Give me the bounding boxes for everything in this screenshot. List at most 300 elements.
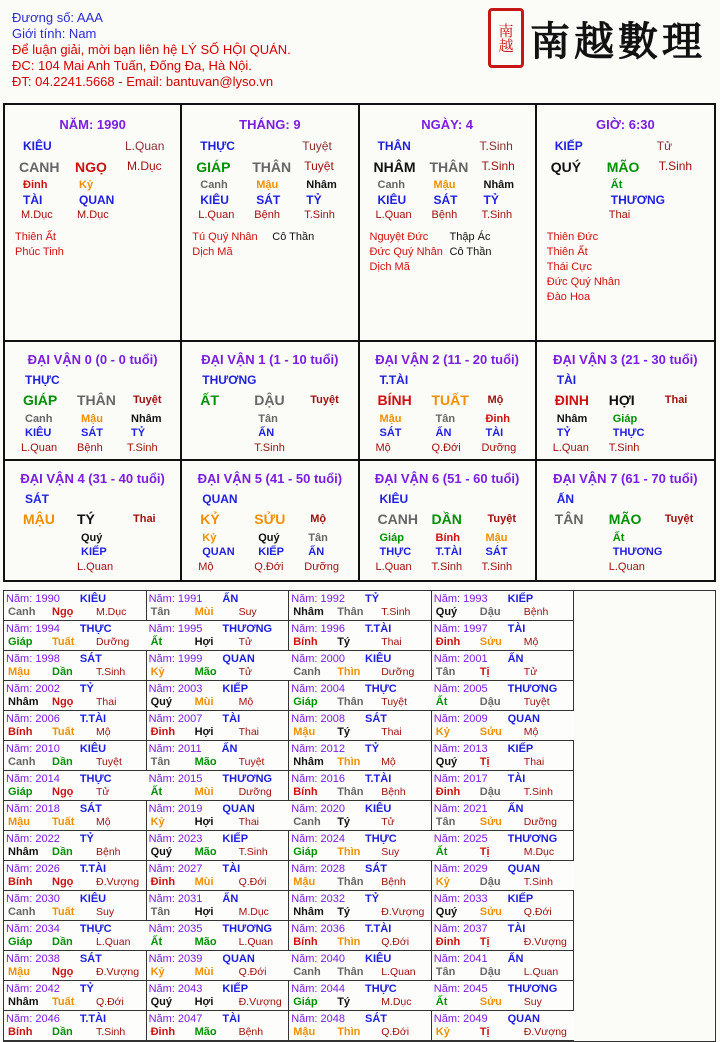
year-stage: Thai <box>381 636 402 648</box>
year-line <box>434 653 524 666</box>
year-stage: Q.Đới <box>96 996 124 1008</box>
year-star: T.TÀI <box>365 623 392 635</box>
shen-sha: Thiên Ất <box>15 231 56 243</box>
year-label: Năm: 1992 <box>291 593 345 605</box>
year-cell <box>147 891 290 921</box>
dai-van-title: ĐẠI VẬN 0 (0 - 0 tuổi) <box>27 352 158 367</box>
year-star: TỶ <box>365 743 380 755</box>
year-chi: Sửu <box>479 816 502 828</box>
dai-van-cell <box>182 461 359 580</box>
year-can: Canh <box>8 756 36 768</box>
dai-van-hidden-star: THỰC <box>379 546 412 558</box>
year-pillar-line <box>8 936 146 949</box>
year-label: Năm: 1999 <box>148 653 203 665</box>
dai-van-chi: MÃO <box>608 511 642 527</box>
year-chi: Tý <box>337 996 351 1008</box>
year-line <box>149 893 239 906</box>
year-stage: Thai <box>96 696 117 708</box>
year-label: Năm: 2033 <box>433 893 488 905</box>
pillar-chi: THÂN <box>252 159 292 175</box>
year-chi: Ngọ <box>52 786 74 798</box>
dai-van-hidden-can: Tân <box>258 413 278 425</box>
year-chi: Thân <box>337 606 364 618</box>
year-stage: Tử <box>238 666 253 678</box>
year-cell <box>289 891 432 921</box>
year-pillar-line <box>8 1026 146 1039</box>
shen-sha: Dịch Mã <box>369 261 410 273</box>
year-line <box>434 1013 540 1026</box>
year-chi: Sửu <box>479 726 502 738</box>
year-cell <box>147 591 290 621</box>
year-star: KIẾP <box>507 593 534 605</box>
dai-van-chi: SỬU <box>254 511 286 527</box>
year-label: Năm: 2011 <box>148 743 202 755</box>
dai-van-hidden-stage: T.Sinh <box>254 442 285 454</box>
year-cell <box>4 981 147 1011</box>
year-label: Năm: 2045 <box>433 983 488 995</box>
dai-van-hidden-can: Tân <box>435 413 456 425</box>
year-star: ẤN <box>507 653 524 665</box>
year-pillar-line <box>8 756 146 769</box>
year-label: Năm: 2014 <box>6 773 60 785</box>
year-line <box>149 623 272 636</box>
year-label: Năm: 1991 <box>148 593 203 605</box>
pillar-cell <box>182 105 359 342</box>
year-chi: Tý <box>337 636 351 648</box>
year-line <box>434 623 526 636</box>
year-label: Năm: 2000 <box>291 653 345 665</box>
year-pillar-line <box>436 906 574 919</box>
year-can: Giáp <box>293 996 318 1008</box>
year-can: Kỷ <box>435 876 450 888</box>
year-pillar-line <box>436 966 574 979</box>
year-cell <box>147 711 290 741</box>
year-cell <box>289 741 432 771</box>
shen-sha-bad: Cô Thần <box>449 246 492 258</box>
dai-van-hidden-can: Đinh <box>485 413 510 425</box>
year-star: SÁT <box>79 803 102 815</box>
year-chi: Ngọ <box>52 966 74 978</box>
shen-sha-bad: Cô Thần <box>272 231 315 243</box>
year-label: Năm: 2039 <box>148 953 203 965</box>
shen-sha: Phúc Tinh <box>15 246 64 258</box>
hidden-stage: T.Sinh <box>481 209 513 221</box>
year-line <box>149 743 238 756</box>
pillar-can: QUÝ <box>550 159 582 175</box>
year-chi: Mùi <box>194 606 214 618</box>
year-star: TÀI <box>507 623 526 635</box>
year-label: Năm: 2038 <box>6 953 60 965</box>
year-line <box>149 983 249 996</box>
hidden-stage: T.Sinh <box>304 209 335 221</box>
year-cell <box>432 801 575 831</box>
dai-van-star: ẤN <box>556 492 575 506</box>
year-line <box>434 863 540 876</box>
year-chi: Tuất <box>52 906 75 918</box>
year-label: Năm: 2028 <box>291 863 345 875</box>
dai-van-hidden-can: Quý <box>81 532 103 544</box>
year-stage: T.Sinh <box>523 786 553 798</box>
year-cell <box>147 1011 290 1041</box>
year-line <box>434 713 540 726</box>
year-label: Năm: 2007 <box>148 713 203 725</box>
dai-van-can: GIÁP <box>23 392 58 408</box>
dai-van-hidden-star: ẤN <box>258 427 275 439</box>
pillar-stage: T.Sinh <box>481 159 515 173</box>
year-chi: Mão <box>194 936 217 948</box>
year-label: Năm: 1998 <box>6 653 60 665</box>
year-chi: Hợi <box>194 636 214 648</box>
year-chi: Tuất <box>52 726 75 738</box>
year-cell <box>4 951 147 981</box>
year-pillar-line <box>293 816 431 829</box>
year-line <box>6 803 102 816</box>
year-pillar-line <box>293 786 431 799</box>
year-cell <box>4 921 147 951</box>
year-pillar-line <box>151 936 289 949</box>
dai-van-hidden-stage: Mộ <box>198 561 214 573</box>
year-chi: Mùi <box>194 876 214 888</box>
year-chi: Tị <box>479 666 490 678</box>
year-stage: Dưỡng <box>523 816 557 828</box>
year-pillar-line <box>436 1026 574 1039</box>
year-label: Năm: 2046 <box>6 1013 60 1025</box>
year-can: Mậu <box>293 876 316 888</box>
year-cell <box>147 621 290 651</box>
year-cell <box>4 1011 147 1041</box>
year-can: Đinh <box>150 726 176 738</box>
year-chi: Ngọ <box>52 606 74 618</box>
year-cell <box>4 831 147 861</box>
year-star: KIẾP <box>507 893 534 905</box>
year-label: Năm: 2044 <box>291 983 345 995</box>
year-cell <box>432 981 575 1011</box>
year-cell <box>432 741 575 771</box>
year-stage: Bệnh <box>96 846 121 858</box>
year-cell <box>432 591 575 621</box>
year-stage: T.Sinh <box>381 606 411 618</box>
pillar-title: GIỜ: 6:30 <box>595 117 655 132</box>
year-chi: Tý <box>337 906 351 918</box>
dai-van-cell <box>5 342 182 461</box>
dai-van-title: ĐẠI VẬN 4 (31 - 40 tuổi) <box>20 471 165 486</box>
year-star: QUAN <box>222 803 255 815</box>
year-label: Năm: 2022 <box>6 833 60 845</box>
hidden-can: Mậu <box>256 179 279 191</box>
year-star: SÁT <box>79 953 102 965</box>
year-line <box>291 983 397 996</box>
year-can: Canh <box>293 816 321 828</box>
year-star: THƯƠNG <box>507 683 558 695</box>
year-pillar-line <box>151 1026 289 1039</box>
year-label: Năm: 2018 <box>6 803 60 815</box>
dai-van-hidden-star: TỶ <box>556 427 571 439</box>
year-label: Năm: 2030 <box>6 893 60 905</box>
dai-van-hidden-can: Mậu <box>81 413 103 425</box>
year-label: Năm: 2032 <box>291 893 345 905</box>
dai-van-hidden-stage: L.Quan <box>608 561 645 573</box>
year-line <box>291 833 397 846</box>
year-label: Năm: 2020 <box>291 803 345 815</box>
year-line <box>6 923 112 936</box>
pillar-star: THÂN <box>377 139 411 153</box>
year-line <box>434 683 557 696</box>
year-can: Nhâm <box>293 606 324 618</box>
dai-van-hidden-stage: L.Quan <box>77 561 114 573</box>
year-line <box>149 653 255 666</box>
year-stage: Bệnh <box>238 1026 264 1038</box>
dai-van-chi: TUẤT <box>431 392 469 408</box>
year-cell <box>147 831 290 861</box>
hidden-stage: M.Dục <box>77 209 109 221</box>
year-pillar-line <box>293 756 431 769</box>
year-cell <box>289 981 432 1011</box>
year-can: Canh <box>293 666 321 678</box>
year-can: Tân <box>150 906 171 918</box>
year-star: ẤN <box>507 803 524 815</box>
year-chi: Tị <box>479 936 490 948</box>
year-stage: T.Sinh <box>96 666 126 678</box>
dai-van-hidden-star: QUAN <box>202 546 235 558</box>
year-stage: Suy <box>523 996 542 1008</box>
year-star: TỶ <box>79 833 94 845</box>
year-pillar-line <box>8 696 146 709</box>
year-pillar-line <box>8 996 146 1009</box>
shen-sha: Nguyệt Đức <box>369 231 429 243</box>
year-chi: Dậu <box>479 696 501 708</box>
year-label: Năm: 2017 <box>433 773 488 785</box>
year-pillar-line <box>293 996 431 1009</box>
year-cell <box>289 591 432 621</box>
year-pillar-line <box>151 606 289 619</box>
year-star: SÁT <box>365 1013 387 1025</box>
year-line <box>6 983 94 996</box>
year-can: Mậu <box>293 1026 316 1038</box>
year-chi: Tuất <box>52 996 75 1008</box>
year-chi: Dậu <box>479 876 501 888</box>
pillar-chi: MÃO <box>606 159 640 175</box>
year-pillar-line <box>293 696 431 709</box>
year-star: KIẾP <box>222 833 249 845</box>
year-star: TÀI <box>507 773 526 785</box>
year-can: Ất <box>435 996 448 1008</box>
year-can: Nhâm <box>293 756 324 768</box>
pillar-stage: M.Dục <box>127 159 162 173</box>
year-cell <box>4 771 147 801</box>
dai-van-stage: Thai <box>133 513 156 525</box>
dai-van-hidden-stage: L.Quan <box>552 442 589 454</box>
year-star: T.TÀI <box>79 863 107 875</box>
dai-van-hidden-star: T.TÀI <box>435 546 462 558</box>
year-label: Năm: 2025 <box>433 833 488 845</box>
year-stage: Suy <box>238 606 257 618</box>
shen-sha-bad: Thập Ác <box>449 231 491 243</box>
shen-sha: Đức Quý Nhân <box>546 276 621 288</box>
year-stage: Thai <box>523 756 545 768</box>
year-label: Năm: 1994 <box>6 623 60 635</box>
year-can: Quý <box>150 996 172 1008</box>
year-can: Ất <box>150 786 163 798</box>
hidden-star: KIÊU <box>377 193 407 207</box>
year-star: T.TÀI <box>365 773 392 785</box>
year-pillar-line <box>8 966 146 979</box>
year-can: Mậu <box>8 816 30 828</box>
pillar-title: NGÀY: 4 <box>421 117 473 132</box>
year-star: TỶ <box>79 683 94 695</box>
year-pillar-line <box>293 846 431 859</box>
year-pillar-line <box>151 816 289 829</box>
year-chi: Tý <box>337 726 351 738</box>
year-label: Năm: 2034 <box>6 923 60 935</box>
year-can: Kỷ <box>435 726 450 738</box>
year-stage: Đ.Vượng <box>238 996 282 1008</box>
year-star: T.TÀI <box>79 1013 107 1025</box>
year-star: THƯƠNG <box>222 923 273 935</box>
year-label: Năm: 2047 <box>148 1013 203 1025</box>
year-line <box>291 803 391 816</box>
pillar-star-right: Tử <box>656 139 673 153</box>
year-pillar-line <box>151 696 289 709</box>
year-star: TÀI <box>222 863 241 875</box>
year-can: Bính <box>293 636 318 648</box>
year-pillar-line <box>293 906 431 919</box>
dai-van-stage: Mộ <box>487 394 504 406</box>
year-label: Năm: 2002 <box>6 683 60 695</box>
contact-line: Để luận giải, mời bạn liên hệ LÝ SỐ HỘI QUÁN. <box>12 42 291 57</box>
year-line <box>6 683 94 696</box>
year-cell <box>147 771 290 801</box>
year-star: KIÊU <box>79 893 107 905</box>
year-pillar-line <box>293 606 431 619</box>
year-pillar-line <box>8 636 146 649</box>
year-label: Năm: 2019 <box>148 803 203 815</box>
dai-van-hidden-stage: T.Sinh <box>481 561 513 573</box>
year-line <box>6 623 112 636</box>
dai-van-hidden-star: TỶ <box>131 427 146 439</box>
year-star: THƯƠNG <box>222 773 273 785</box>
year-label: Năm: 2049 <box>433 1013 488 1025</box>
year-can: Tân <box>435 666 456 678</box>
shen-sha: Thái Cực <box>546 261 593 273</box>
year-line <box>291 863 387 876</box>
hidden-stage: M.Dục <box>21 209 53 221</box>
dai-van-cell <box>537 342 714 461</box>
year-can: Quý <box>435 906 458 918</box>
year-line <box>6 653 102 666</box>
hidden-star: SÁT <box>256 193 281 207</box>
pillar-chi: THÂN <box>429 159 469 175</box>
year-stage: Thai <box>238 726 260 738</box>
year-star: TỶ <box>365 893 380 905</box>
year-can: Đinh <box>435 636 461 648</box>
year-star: TÀI <box>222 1013 241 1025</box>
year-cell <box>289 1011 432 1041</box>
year-can: Mậu <box>8 966 30 978</box>
year-cell <box>289 831 432 861</box>
year-line <box>291 743 379 756</box>
year-chi: Mão <box>194 756 217 768</box>
year-star: QUAN <box>507 1013 540 1025</box>
year-label: Năm: 2008 <box>291 713 345 725</box>
dai-van-hidden-can: Nhâm <box>131 413 162 425</box>
dai-van-star: TÀI <box>556 373 577 387</box>
address-line: ĐC: 104 Mai Anh Tuấn, Đống Đa, Hà Nội. <box>12 58 252 73</box>
pillar-can: NHÂM <box>373 159 416 175</box>
year-line <box>6 1013 106 1026</box>
year-line <box>291 773 391 786</box>
dai-van-hidden-can: Tân <box>308 532 328 544</box>
hidden-can: Ất <box>610 179 623 191</box>
year-pillar-line <box>151 996 289 1009</box>
pillar-star-right: Tuyệt <box>302 139 332 153</box>
year-chi: Thân <box>337 876 364 888</box>
year-label: Năm: 2005 <box>433 683 488 695</box>
dai-van-star: THƯƠNG <box>202 373 257 387</box>
dai-van-hidden-star: ẤN <box>308 546 325 558</box>
dai-van-hidden-star: THỰC <box>612 427 645 439</box>
dai-van-chi: HỢI <box>608 392 635 408</box>
year-cell <box>4 801 147 831</box>
year-star: KIẾP <box>222 683 249 695</box>
dai-van-can: TÂN <box>554 511 584 527</box>
dai-van-cell <box>360 342 537 461</box>
shen-sha: Đào Hoa <box>546 291 591 303</box>
dai-van-can: KỶ <box>200 511 220 527</box>
dai-van-hidden-star: ẤN <box>435 427 452 439</box>
year-chi: Thân <box>337 966 364 978</box>
year-can: Canh <box>8 906 36 918</box>
year-cell <box>289 711 432 741</box>
pillar-cell <box>537 105 714 342</box>
shen-sha: Thiên Ất <box>546 246 588 258</box>
year-cell <box>4 681 147 711</box>
year-pillar-line <box>151 906 289 919</box>
hidden-can: Đinh <box>23 179 48 191</box>
shen-sha: Dịch Mã <box>192 246 233 258</box>
dai-van-chi: THÂN <box>77 392 116 408</box>
year-can: Canh <box>8 606 36 618</box>
year-stage: M.Dục <box>381 996 412 1008</box>
year-pillar-line <box>8 876 146 889</box>
year-cell <box>289 771 432 801</box>
pillar-star: KIẾP <box>554 139 583 153</box>
year-can: Quý <box>150 846 172 858</box>
year-chi: Thìn <box>337 846 361 858</box>
year-pillar-line <box>293 726 431 739</box>
year-cell <box>4 711 147 741</box>
year-stage: Mộ <box>523 636 539 648</box>
pillar-stage: T.Sinh <box>658 159 693 173</box>
year-label: Năm: 1990 <box>6 593 60 605</box>
year-cell <box>289 651 432 681</box>
dai-van-stage: Tuyệt <box>664 513 694 525</box>
year-line <box>291 593 379 606</box>
year-line <box>6 773 112 786</box>
year-stage: L.Quan <box>523 966 559 978</box>
year-can: Đinh <box>150 1026 176 1038</box>
year-pillar-line <box>436 876 574 889</box>
dai-van-hidden-stage: T.Sinh <box>608 442 640 454</box>
dai-van-stage: Tuyệt <box>133 394 162 406</box>
year-can: Kỷ <box>150 966 165 978</box>
year-line <box>149 1013 241 1026</box>
hidden-star: TÀI <box>23 193 43 207</box>
logo-text: 南越數理 <box>530 17 706 65</box>
year-label: Năm: 2026 <box>6 863 60 875</box>
year-line <box>291 893 379 906</box>
year-label: Năm: 1995 <box>148 623 203 635</box>
year-pillar-line <box>293 876 431 889</box>
